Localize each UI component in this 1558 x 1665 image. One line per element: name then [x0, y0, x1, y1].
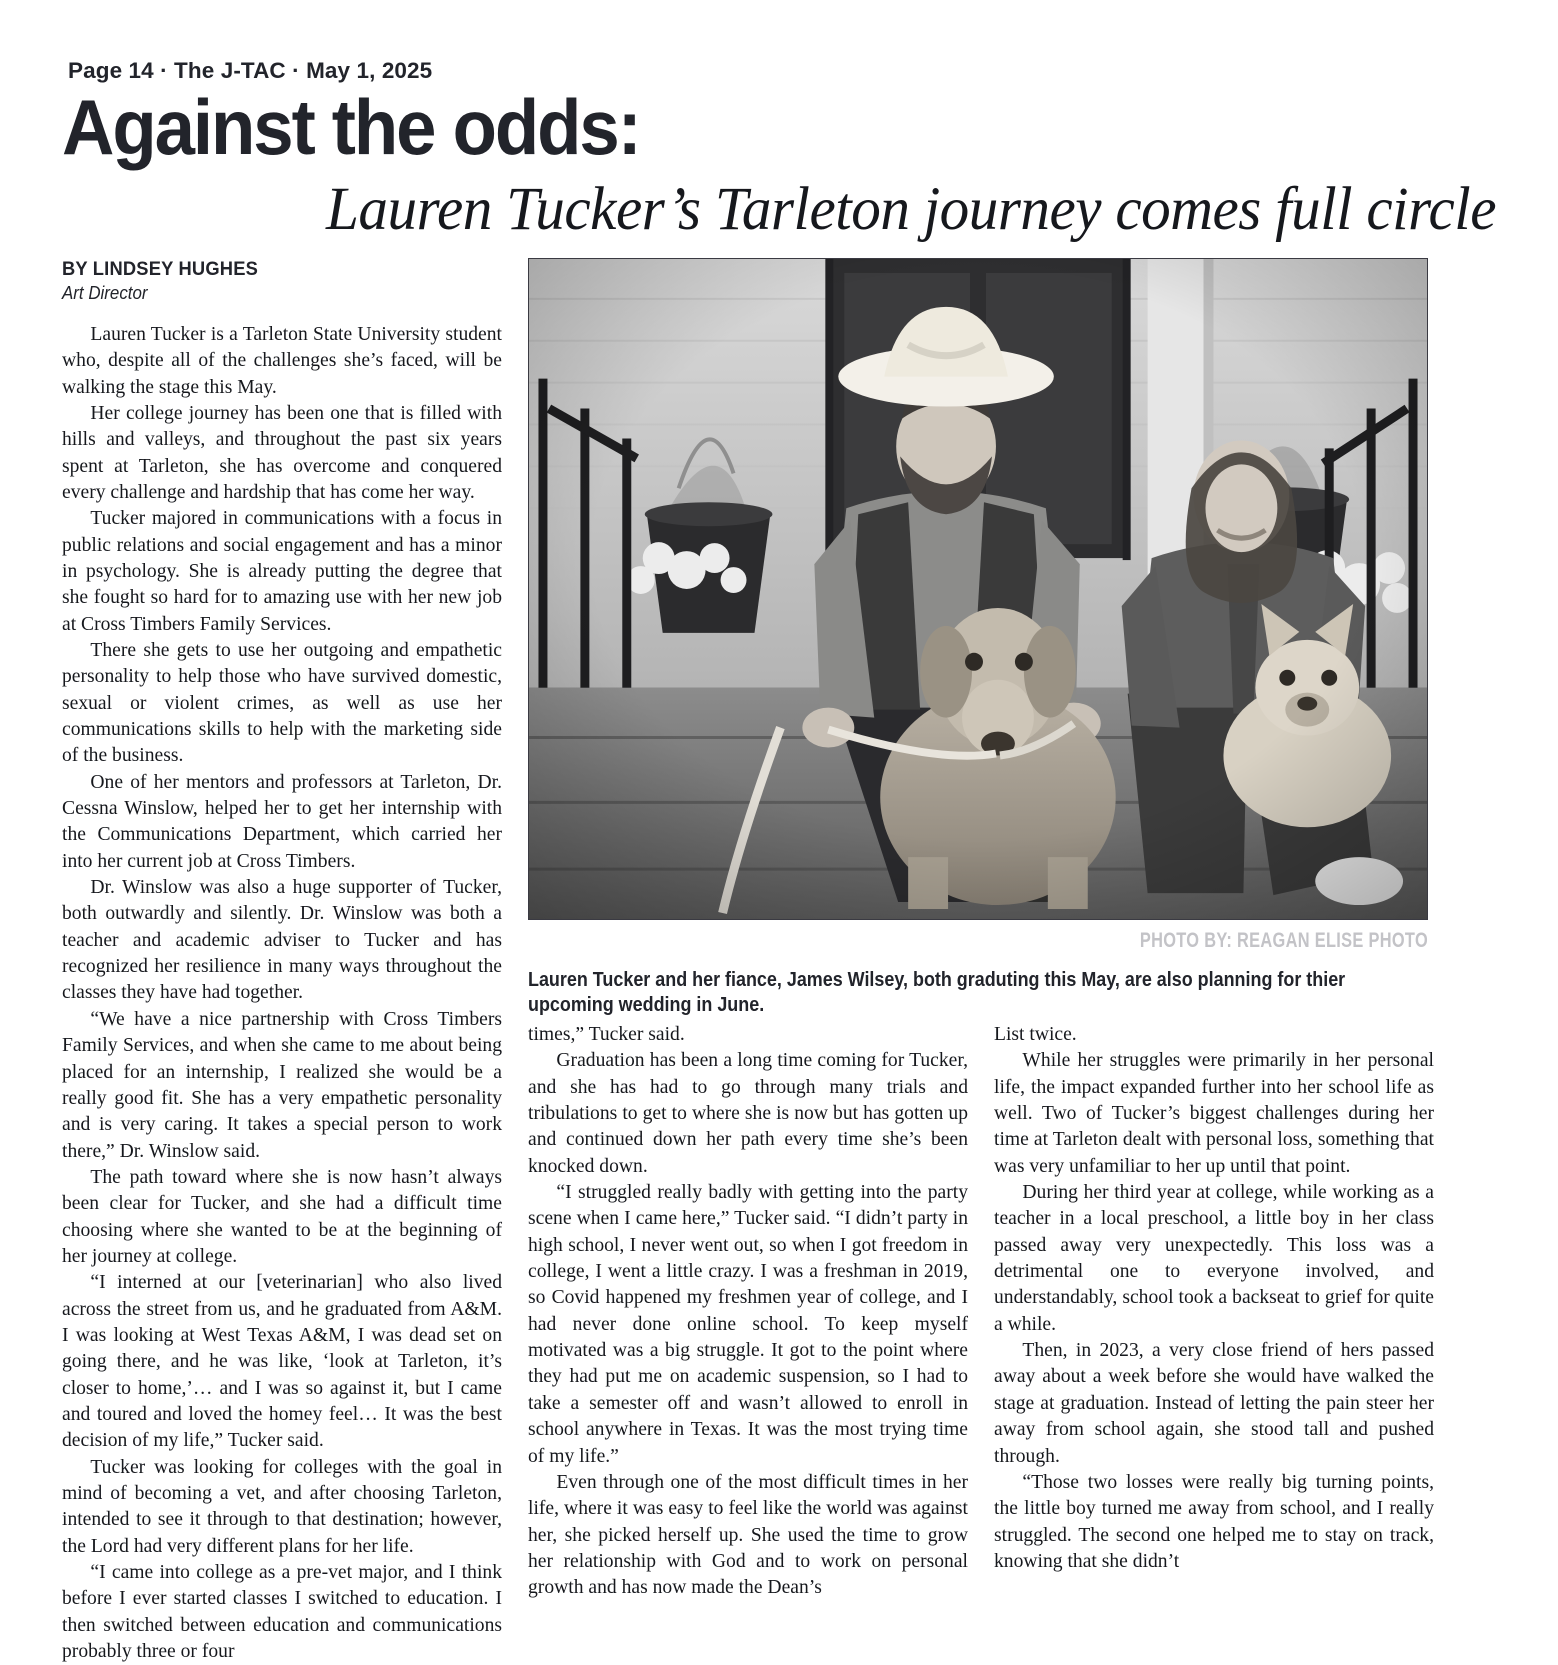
paragraph: “Those two losses were really big turning points, the little boy turned me away from school, and I really struggled. The second one helped me to stay on track, knowing that she didn’t: [994, 1471, 1434, 1572]
byline-title: Art Director: [62, 282, 148, 303]
folio-line: Page 14 · The J-TAC · May 1, 2025: [68, 58, 433, 83]
paragraph: During her third year at college, while working as a teacher in a local preschool, a little boy in her class passed away very unexpectedly. This loss was a detrimental one to everyone involved, and understandably, school took a backseat to grief for quite a while.: [994, 1182, 1434, 1335]
paragraph: Even through one of the most difficult times in her life, where it was easy to feel like the world was against her, she picked herself up. She used the time to grow her relationship with God and to work on personal growth and has now made the Dean’s: [528, 1471, 968, 1599]
photo-block: [528, 258, 1428, 1017]
paragraph: “I came into college as a pre-vet major, and I think before I ever started classes I switched to education. I then switched between education and communications probably three or four: [62, 1562, 502, 1663]
paragraph: There she gets to use her outgoing and empathetic personality to help those who have survived domestic, sexual or violent crimes, as well as use her communications skills to help with the marketing side of the business.: [62, 640, 502, 767]
paragraph: List twice.: [994, 1024, 1077, 1045]
paragraph: “We have a nice partnership with Cross Timbers Family Services, and when she came to me about being placed for an internship, I realized she would be a really good fit. She has a very empathetic personality and is very caring. It takes a special person to work there,” Dr. Winslow said.: [62, 1008, 502, 1162]
bottom-columns: [62, 1022, 1434, 1602]
paragraph: While her struggles were primarily in her personal life, the impact expanded further into her school life as well. Two of Tucker’s biggest challenges during her time at Tarleton dealt with personal loss, something that was very unfamiliar to her up until that point.: [994, 1050, 1434, 1177]
paragraph: “I struggled really badly with getting into the party scene when I came here,” Tucker said. “I didn’t party in high school, I never went out, so when I got freedom in college, I went a little crazy. I was a freshman in 2019, so Covid happened my freshmen year of college, and I had never done online school. To keep myself motivated was a big struggle. It got to the point where they had put me on academic suspension, so I had to take a semester off and wasn’t allowed to enroll in school anywhere in Texas. It was the most trying time of my life.”: [528, 1182, 968, 1467]
paragraph: “I interned at our [veterinarian] who also lived across the street from us, and he graduated from A&M. I was looking at West Texas A&M, I was dead set on going there, and he was like, ‘look at Tarleton, it’s closer to home,’… and I was so against it, but I came and toured and loved the homey feel… It was the best decision of my life,” Tucker said.: [62, 1272, 502, 1452]
paragraph: Then, in 2023, a very close friend of hers passed away about a week before she would have walked the stage at graduation. Instead of letting the pain steer her away from school again, she stood tall and pushed through.: [994, 1340, 1434, 1467]
photo-credit: PHOTO BY: REAGAN ELISE PHOTO: [1139, 928, 1428, 952]
paragraph: Lauren Tucker is a Tarleton State University student who, despite all of the challenges she’s faced, will be walking the stage this May.: [62, 323, 502, 398]
byline-author: BY LINDSEY HUGHES: [62, 257, 259, 280]
page-title: Against the odds:: [62, 83, 640, 171]
article-column-2: [528, 1022, 968, 1602]
paragraph: times,” Tucker said.: [528, 1024, 685, 1045]
photo-caption: Lauren Tucker and her fiance, James Wilsey, both graduting this May, are also planning for thier upcoming wedding in June.: [528, 967, 1346, 1016]
paragraph: Tucker majored in communications with a focus in public relations and social engagement and has a minor in psychology. She is already putting the degree that she fought so hard for to amazing use with her new job at Cross Timbers Family Services.: [62, 508, 502, 635]
paragraph: Graduation has been a long time coming for Tucker, and she has had to go through many trials and tribulations to get to where she is now but has gotten up and continued down her path every time she’s been knocked down.: [528, 1050, 968, 1177]
article-photo: [528, 258, 1428, 920]
paragraph: Dr. Winslow was also a huge supporter of Tucker, both outwardly and silently. Dr. Winslow was both a teacher and academic adviser to Tucker and has recognized her resilience in many ways throughout the classes they have had together.: [62, 877, 502, 1004]
paragraph: Her college journey has been one that is filled with hills and valleys, and throughout the past six years spent at Tarleton, she has overcome and conquered every challenge and hardship that has come her way.: [62, 402, 502, 503]
article-column-3: [994, 1022, 1434, 1602]
spacer-column: [62, 1022, 502, 1602]
subheadline: Lauren Tucker’s Tarleton journey comes full circle: [325, 175, 1496, 243]
paragraph: One of her mentors and professors at Tarleton, Dr. Cessna Winslow, helped her to get her internship with the Communications Department, which carried her into her current job at Cross Timbers.: [62, 771, 502, 872]
photo-illustration: [529, 259, 1427, 919]
paragraph: Tucker was looking for colleges with the goal in mind of becoming a vet, and after choosing Tarleton, intended to see it through to that destination; however, the Lord had very different plans for her life.: [62, 1456, 502, 1557]
paragraph: The path toward where she is now hasn’t always been clear for Tucker, and she had a difficult time choosing where she wanted to be at the beginning of her journey at college.: [62, 1166, 502, 1267]
